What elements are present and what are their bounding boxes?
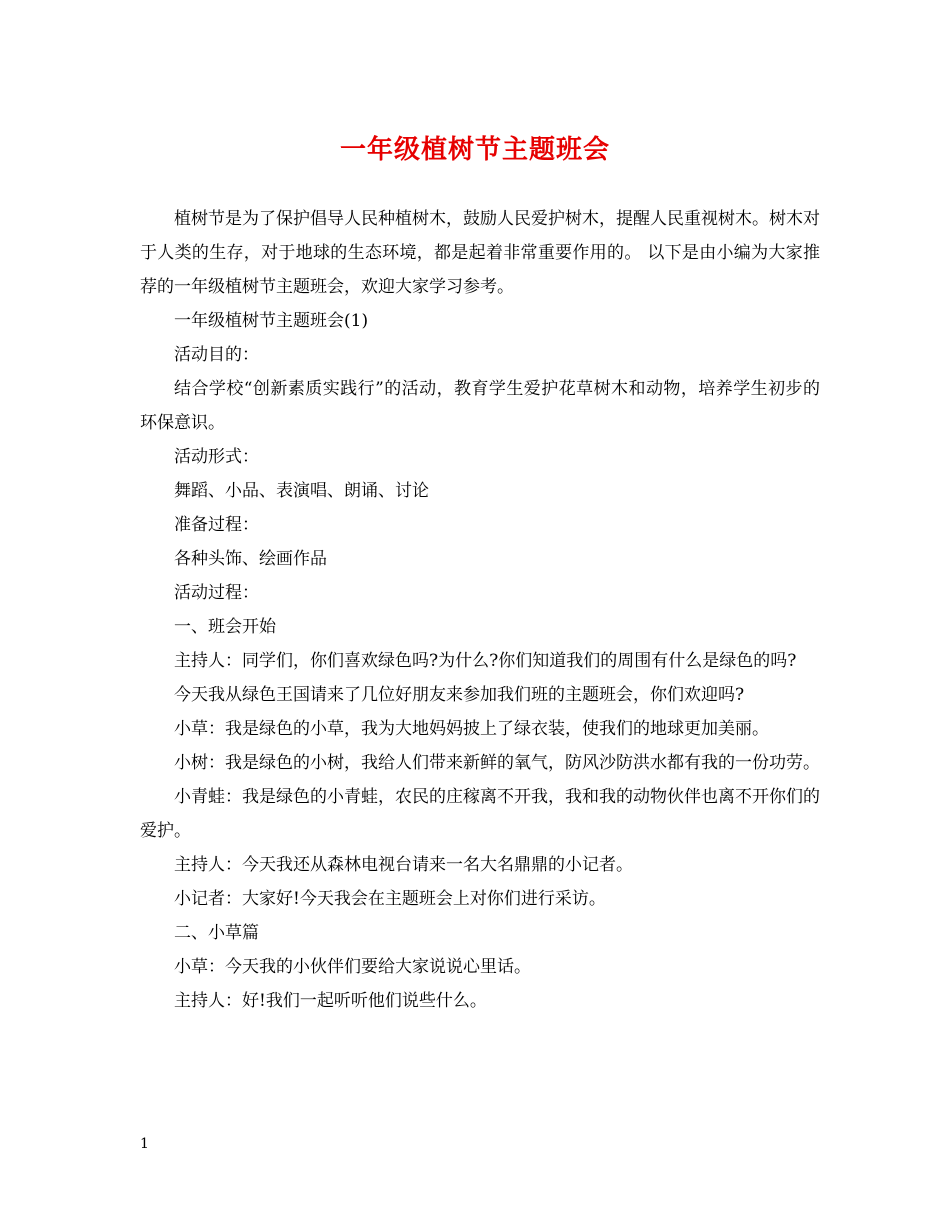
paragraph-activity-goal: 结合学校“创新素质实践行”的活动，教育学生爱护花草树木和动物，培养学生初步的环保意识。 — [140, 379, 820, 433]
paragraph-section-heading: 一年级植树节主题班会(1) — [174, 311, 369, 331]
paragraph-tree: 小树：我是绿色的小树，我给人们带来新鲜的氧气，防风沙防洪水都有我的一份功劳。 — [174, 753, 820, 773]
paragraph-host-reporter: 主持人：今天我还从森林电视台请来一名大名鼎鼎的小记者。 — [174, 855, 633, 875]
document-body — [140, 202, 820, 1018]
paragraph-reporter: 小记者：大家好!今天我会在主题班会上对你们进行采访。 — [174, 889, 606, 909]
page-number: 1 — [140, 1136, 149, 1152]
paragraph-process-label: 活动过程： — [174, 583, 259, 603]
paragraph-host-question: 主持人：同学们，你们喜欢绿色吗?为什么?你们知道我们的周围有什么是绿色的吗? — [174, 651, 797, 671]
paragraph-grass-talk: 小草：今天我的小伙伴们要给大家说说心里话。 — [174, 957, 531, 977]
paragraph-intro: 植树节是为了保护倡导人民种植树木，鼓励人民爱护树木，提醒人民重视树木。树木对于人类的生存，对于地球的生态环境，都是起着非常重要作用的。 以下是由小编为大家推荐的一年级植树节主题班会，欢迎大家学习参考。 — [140, 209, 820, 297]
paragraph-activity-goal-label: 活动目的： — [174, 345, 259, 365]
paragraph-frog: 小青蛙：我是绿色的小青蛙，农民的庄稼离不开我，我和我的动物伙伴也离不开你们的爱护。 — [140, 787, 820, 841]
paragraph-host-listen: 主持人：好!我们一起听听他们说些什么。 — [174, 991, 487, 1011]
paragraph-activity-form-label: 活动形式： — [174, 447, 259, 467]
document-title: 一年级植树节主题班会 — [339, 135, 610, 165]
paragraph-part-two: 二、小草篇 — [174, 923, 259, 943]
paragraph-preparation-label: 准备过程： — [174, 515, 259, 535]
paragraph-part-one: 一、班会开始 — [174, 617, 276, 637]
paragraph-preparation: 各种头饰、绘画作品 — [174, 549, 327, 569]
paragraph-grass: 小草：我是绿色的小草，我为大地妈妈披上了绿衣装，使我们的地球更加美丽。 — [174, 719, 769, 739]
paragraph-activity-form: 舞蹈、小品、表演唱、朗诵、讨论 — [174, 481, 429, 501]
paragraph-host-invite: 今天我从绿色王国请来了几位好朋友来参加我们班的主题班会，你们欢迎吗? — [174, 685, 745, 705]
